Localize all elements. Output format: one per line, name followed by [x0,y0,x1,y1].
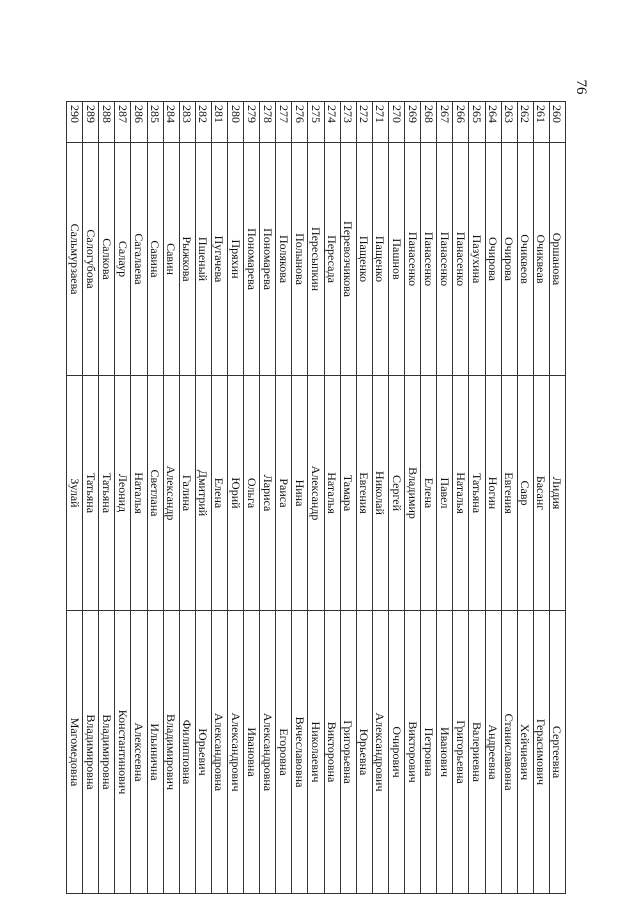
table-row [453,102,469,894]
last-name-cell: Салаур [115,143,131,376]
patronymic-cell: Филипповна [179,611,195,894]
first-name-cell: Николай [372,376,388,611]
table-row [437,102,453,894]
row-number-cell: 285 [147,102,163,143]
row-number-cell: 284 [163,102,179,143]
row-number-cell: 268 [421,102,437,143]
last-name-cell: Пазухина [469,143,485,376]
row-number-cell: 272 [356,102,372,143]
row-number-cell: 262 [517,102,533,143]
table-row [517,102,533,894]
patronymic-cell: Сергеевна [549,611,565,894]
row-number-cell: 288 [99,102,115,143]
first-name-cell: Юрий [228,376,244,611]
row-number-cell: 266 [453,102,469,143]
patronymic-cell: Викторович [405,611,421,894]
table-row [324,102,340,894]
last-name-cell: Полякова [276,143,292,376]
last-name-cell: Савин [163,143,179,376]
table-row [260,102,276,894]
row-number-cell: 282 [195,102,211,143]
last-name-cell: Очирова [501,143,517,376]
first-name-cell: Татьяна [469,376,485,611]
last-name-cell: Сальмурзаева [67,143,83,376]
first-name-cell: Владимир [405,376,421,611]
row-number-cell: 277 [276,102,292,143]
last-name-cell: Перевозчикова [340,143,356,376]
patronymic-cell: Хейчиевич [517,611,533,894]
first-name-cell: Наталья [131,376,147,611]
last-name-cell: Оршанова [549,143,565,376]
first-name-cell: Александр [163,376,179,611]
row-number-cell: 290 [67,102,83,143]
row-number-cell: 275 [308,102,324,143]
patronymic-cell: Алексеевна [131,611,147,894]
last-name-cell: Панасенко [453,143,469,376]
first-name-cell: Павел [437,376,453,611]
first-name-cell: Светлана [147,376,163,611]
table-row [308,102,324,894]
patronymic-cell: Владимировна [99,611,115,894]
table-row [533,102,549,894]
patronymic-cell: Герасимович [533,611,549,894]
last-name-cell: Очирова [485,143,501,376]
first-name-cell: Зулай [67,376,83,611]
row-number-cell: 278 [260,102,276,143]
patronymic-cell: Григорьевна [340,611,356,894]
last-name-cell: Пересада [324,143,340,376]
first-name-cell: Ногин [485,376,501,611]
table-row [99,102,115,894]
table-row [405,102,421,894]
table-row [388,102,404,894]
roster-table-container [67,101,566,865]
last-name-cell: Пашнов [388,143,404,376]
first-name-cell: Басанг [533,376,549,611]
table-row [228,102,244,894]
table-row [115,102,131,894]
row-number-cell: 273 [340,102,356,143]
first-name-cell: Галина [179,376,195,611]
patronymic-cell: Юрьевич [195,611,211,894]
patronymic-cell: Валериевна [469,611,485,894]
roster-table-body [67,102,566,894]
patronymic-cell: Григорьевна [453,611,469,894]
first-name-cell: Ольга [244,376,260,611]
first-name-cell: Дмитрий [195,376,211,611]
last-name-cell: Пащенко [372,143,388,376]
row-number-cell: 270 [388,102,404,143]
patronymic-cell: Андреевна [485,611,501,894]
table-row [340,102,356,894]
first-name-cell: Александр [308,376,324,611]
patronymic-cell: Викторовна [324,611,340,894]
patronymic-cell: Иванович [437,611,453,894]
table-row [163,102,179,894]
row-number-cell: 280 [228,102,244,143]
table-row [211,102,227,894]
patronymic-cell: Магомедовна [67,611,83,894]
table-row [244,102,260,894]
row-number-cell: 289 [83,102,99,143]
patronymic-cell: Александровна [211,611,227,894]
table-row [195,102,211,894]
last-name-cell: Пересыпкин [308,143,324,376]
table-row [469,102,485,894]
first-name-cell: Леонид [115,376,131,611]
first-name-cell: Савр [517,376,533,611]
last-name-cell: Сагалаева [131,143,147,376]
patronymic-cell: Александрович [228,611,244,894]
patronymic-cell: Очирович [388,611,404,894]
patronymic-cell: Николаевич [308,611,324,894]
table-row [372,102,388,894]
row-number-cell: 281 [211,102,227,143]
first-name-cell: Евгения [356,376,372,611]
first-name-cell: Татьяна [83,376,99,611]
row-number-cell: 261 [533,102,549,143]
first-name-cell: Лариса [260,376,276,611]
patronymic-cell: Юрьевна [356,611,372,894]
first-name-cell: Евгения [501,376,517,611]
first-name-cell: Татьяна [99,376,115,611]
table-row [83,102,99,894]
table-row [276,102,292,894]
last-name-cell: Полынова [292,143,308,376]
table-row [501,102,517,894]
last-name-cell: Пащенко [356,143,372,376]
last-name-cell: Пономарева [260,143,276,376]
patronymic-cell: Александрович [372,611,388,894]
table-row [292,102,308,894]
row-number-cell: 274 [324,102,340,143]
last-name-cell: Савина [147,143,163,376]
patronymic-cell: Ивановна [244,611,260,894]
row-number-cell: 286 [131,102,147,143]
page-number: 76 [573,79,589,95]
row-number-cell: 271 [372,102,388,143]
row-number-cell: 265 [469,102,485,143]
row-number-cell: 276 [292,102,308,143]
table-row [356,102,372,894]
row-number-cell: 279 [244,102,260,143]
table-row [485,102,501,894]
first-name-cell: Елена [211,376,227,611]
row-number-cell: 287 [115,102,131,143]
roster-table [66,101,566,894]
table-row [549,102,565,894]
table-row [147,102,163,894]
row-number-cell: 260 [549,102,565,143]
patronymic-cell: Егоровна [276,611,292,894]
last-name-cell: Рыжкова [179,143,195,376]
patronymic-cell: Владимирович [163,611,179,894]
row-number-cell: 267 [437,102,453,143]
patronymic-cell: Александровна [260,611,276,894]
row-number-cell: 264 [485,102,501,143]
last-name-cell: Панасенко [437,143,453,376]
table-row [131,102,147,894]
first-name-cell: Тамара [340,376,356,611]
last-name-cell: Салогубова [83,143,99,376]
last-name-cell: Пономарева [244,143,260,376]
first-name-cell: Раиса [276,376,292,611]
last-name-cell: Панасенко [405,143,421,376]
first-name-cell: Нина [292,376,308,611]
first-name-cell: Елена [421,376,437,611]
last-name-cell: Салкова [99,143,115,376]
last-name-cell: Пшеный [195,143,211,376]
patronymic-cell: Вячеславовна [292,611,308,894]
last-name-cell: Очиквеав [533,143,549,376]
row-number-cell: 263 [501,102,517,143]
patronymic-cell: Станиславовна [501,611,517,894]
first-name-cell: Лидия [549,376,565,611]
last-name-cell: Панасенко [421,143,437,376]
first-name-cell: Наталья [453,376,469,611]
patronymic-cell: Константинович [115,611,131,894]
first-name-cell: Сергей [388,376,404,611]
patronymic-cell: Петровна [421,611,437,894]
table-row [421,102,437,894]
patronymic-cell: Владимировна [83,611,99,894]
first-name-cell: Наталья [324,376,340,611]
patronymic-cell: Ильинична [147,611,163,894]
row-number-cell: 283 [179,102,195,143]
row-number-cell: 269 [405,102,421,143]
last-name-cell: Пряхин [228,143,244,376]
last-name-cell: Очиквеов [517,143,533,376]
table-row [179,102,195,894]
last-name-cell: Пугачева [211,143,227,376]
table-row [67,102,83,894]
